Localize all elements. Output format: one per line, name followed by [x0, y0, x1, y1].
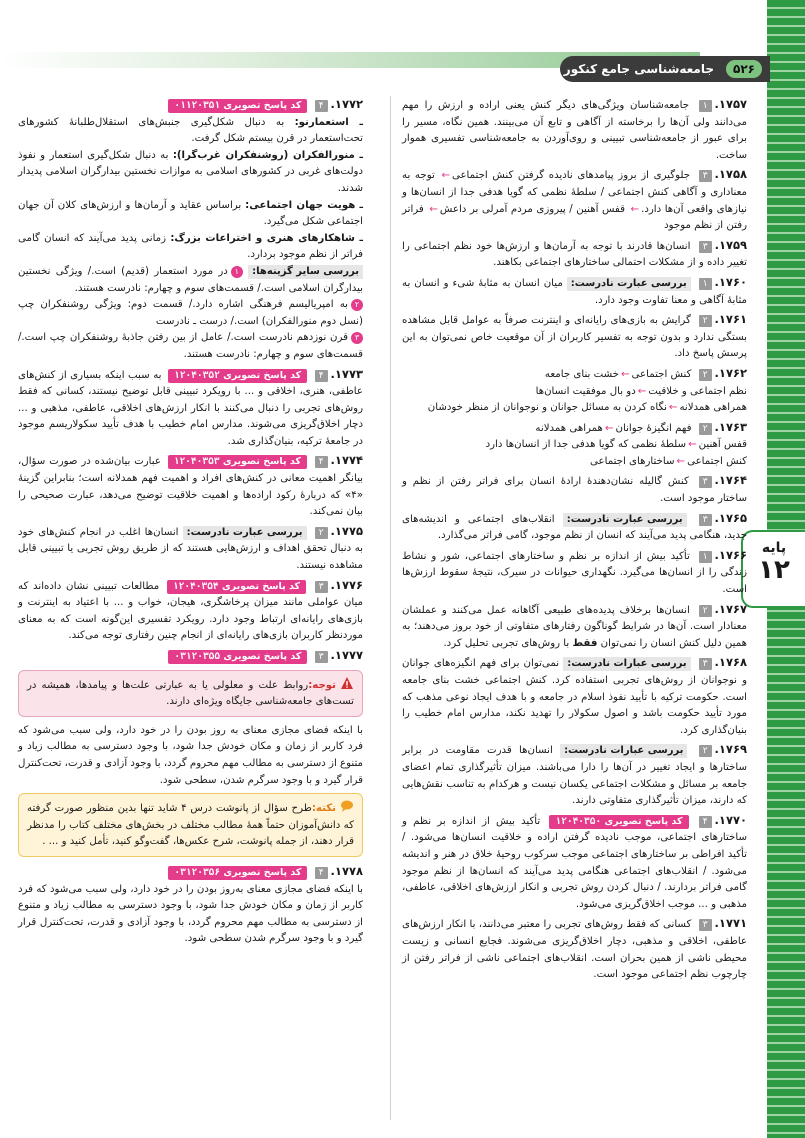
warning-icon — [340, 676, 354, 690]
visual-answer-code-button[interactable] — [168, 369, 307, 383]
answer-text: عبارت بیان‌شده در صورت سؤال، بیانگر اهمیت معانی در کنش‌های افراد و اهمیت فهم همدلانه است؛ بنابراین گزینهٔ «۴» که دربارهٔ رکود اراده‌ها و اهمیت خلاقیت توضیح می‌دهد، عبارت صحیحی را بیان نمی‌کند. — [18, 456, 363, 518]
grade-label: پایه — [761, 540, 787, 556]
visual-answer-code-button[interactable] — [168, 866, 307, 880]
level-badge: ۳ — [699, 476, 712, 488]
question-number: ۱۷۵۹. — [714, 237, 748, 252]
answer-1759 — [402, 237, 747, 272]
answer-1777 — [18, 647, 363, 666]
question-number: ۱۷۶۷. — [714, 601, 747, 616]
visual-answer-code-button[interactable] — [168, 99, 307, 113]
definition-term: ـ شاهکارهای هنری و اختراعات بزرگ: — [170, 232, 363, 244]
answer-code: ۰۱۱۲۰۳۵۱ — [174, 100, 221, 111]
question-number: ۱۷۵۷. — [714, 97, 747, 111]
definition-term: ـ استعمارنو: — [294, 116, 363, 128]
question-number: ۱۷۷۱. — [714, 916, 747, 931]
answer-text: سلطهٔ نظمی که گویا هدفی جدا از انسان‌ها دارد — [485, 439, 687, 451]
answer-text: میان انسان به مثابهٔ شیء و انسان به مثابهٔ آگاهی و معنا تفاوت وجود دارد. — [402, 277, 747, 306]
review-tag: بررسی سایر گزینه‌ها: — [248, 265, 363, 279]
answer-text: انسان‌ها قدرت مقاومت در برابر ساختارها و ایجاد تغییر در آن‌ها را دارا می‌باشند. میزان تأثیرگذاری تمام اعضای جامعه بر مسائل و مشکلات اجتماعی یکسان نیست و هرکدام به تناسب نقش‌هایی که دارند، میزان تأثیرگذاری متفاوتی دارند. — [402, 745, 747, 807]
option-3-badge: ۳ — [351, 332, 363, 344]
question-number: ۱۷۶۴. — [714, 473, 747, 488]
review-tag: بررسی عبارات نادرست: — [560, 744, 687, 758]
question-number: ۱۷۶۱. — [714, 312, 747, 327]
arrow-icon: ← — [620, 368, 630, 380]
visual-answer-code-button[interactable] — [549, 815, 688, 829]
grade-number: ۱۲ — [758, 555, 790, 585]
level-badge: ۲ — [699, 423, 712, 435]
question-number: ۱۷۷۷. — [330, 648, 363, 662]
answer-text: انقلاب‌های اجتماعی و اندیشه‌های جدید، هنگامی پدید می‌آیند که انسان از نظم موجود، گامی فراتر می‌گذارد. — [402, 513, 747, 542]
question-number: ۱۷۷۲. — [330, 97, 363, 111]
answer-code: ۰۳۱۲۰۳۵۶ — [174, 866, 221, 878]
level-badge: ۴ — [315, 867, 328, 879]
answer-code: ۱۲۰۴۰۳۵۴ — [172, 580, 219, 592]
answer-text: انسان‌ها اغلب در انجام کنش‌های خود به دنبال تحقق اهداف و ارزش‌هایی هستند که از طریق روش تجربی یا تبیینی قابل مشاهده نیستند. — [18, 526, 363, 572]
level-badge: ۱ — [699, 551, 712, 563]
answer-text: نمی‌توان برای فهم انگیزه‌های جوانان و نوجوانان از روش‌های تجربی استفاده کرد. کنش اجتماعی خشت بنای جامعه است. حکومت ترکیه با تأیید نفوذ اسلام در جامعه و با هدف ایجاد نوعی مذهب که مورد تأیید حکومت باشد و اصول سکولار را تهدید نکند، مدارس امام خطیب را بنیان‌گذاری کرد. — [402, 658, 747, 736]
answer-text: با اینکه فضای مجازی معنای به‌روز بودن را در خود دارد، ولی سبب می‌شود که فرد کاربر از زمان و مکان خودش جدا شود، با وجود دسترسی به مطالب زیاد و متنوع از دسترسی به مطالب مهم محروم گردد، با وجود آزادی و قدرت، تحت‌کنترل قرار گیرد و با وجود سرگرم شدن سطحی شود. — [18, 883, 363, 945]
answer-text: خشت بنای جامعه — [544, 368, 619, 380]
pill-label: کد پاسخ تصویری — [223, 866, 302, 878]
note-box — [18, 793, 363, 857]
emphasis-text: فقط — [572, 637, 598, 649]
option-2-badge: ۲ — [351, 299, 363, 311]
answer-text: قفس آهنین — [698, 439, 747, 451]
pill-label: کد پاسخ تصویری — [223, 369, 302, 381]
attention-text: روابط علت و معلولی یا به عبارتی علت‌ها و پیامدها، همیشه در تست‌های جامعه‌شناسی جایگاه ویژه‌ای دارند. — [27, 679, 354, 708]
option-1-badge: ۱ — [231, 266, 243, 278]
definition-text: به دنبال شکل‌گیری استعمار و نفوذ دولت‌های غربی در کشورهای اسلامی به موازات نخستین بیدارگران اسلامی پدیدار شدند. — [18, 149, 363, 194]
answer-1760 — [402, 274, 747, 309]
answer-1778 — [18, 863, 363, 948]
visual-answer-code-button[interactable] — [168, 650, 307, 664]
answer-text: کنش گالیله نشان‌دهندهٔ ارادهٔ انسان برای فراتر رفتن از نظم و ساختار موجود است. — [402, 476, 747, 505]
answer-1777-body: با اینکه فضای مجازی معنای به روز بودن را در خود دارد، ولی سبب می‌شود که فرد کاربر از زمان و مکان خودش جدا شود، با وجود دسترسی به مطالب زیاد و متنوع از دسترسی به مطالب مهم محروم گردد، با وجود آزادی و قدرت، تحت‌کنترل قرار گیرد و با وجود سرگرم شدن، سطحی شود. — [18, 724, 363, 786]
answer-text: جلوگیری از بروز پیامدهای نادیده گرفتن کنش اجتماعی — [451, 170, 691, 182]
level-badge: ۲ — [699, 605, 712, 617]
answer-1769 — [402, 741, 747, 809]
review-tag: بررسی عبارات نادرست: — [563, 657, 690, 671]
arrow-icon: ← — [604, 422, 614, 434]
answer-text: کنش اجتماعی — [687, 455, 747, 467]
answer-text: همراهی همدلانه — [679, 402, 747, 414]
answer-text: فهم انگیزهٔ جوانان — [615, 422, 692, 434]
visual-answer-code-button[interactable] — [168, 455, 307, 469]
question-number: ۱۷۵۸. — [714, 167, 747, 182]
definition-text: براساس عقاید و آرمان‌ها و ارزش‌های کلان آن جهان اجتماعی شکل می‌گیرد. — [18, 199, 363, 228]
level-badge: ۱ — [699, 278, 712, 290]
answer-text: به سبب اینکه بسیاری از کنش‌های عاطفی، هنری، اخلاقی و ... با رویکرد تبیینی قابل توضیح نیستند، کسانی که فقط روش‌های تجربی را دنبال می‌کنند با انکار ارزش‌های اخلاقی، عاطفی، مذهبی و ... دچار اخلاق‌گریزی می‌شوند. مدارس امام خطیب با هدف تأیید سکولاریسم موجود در جامعهٔ ترکیه، بنیان‌گذاری شد. — [18, 369, 363, 447]
arrow-icon: ← — [637, 385, 647, 397]
level-badge: ۳ — [315, 581, 328, 593]
review-tag: بررسی عبارت نادرست: — [563, 513, 687, 527]
pill-label: کد پاسخ تصویری — [223, 100, 302, 111]
answer-text: کنش اجتماعی — [631, 368, 692, 380]
note-label: نکته: — [311, 803, 337, 815]
review-tag: بررسی عبارت نادرست: — [183, 526, 307, 540]
answer-1758 — [402, 166, 747, 234]
page-header — [560, 56, 770, 82]
answer-text: گرایش به بازی‌های رایانه‌ای و اینترنت صرفاً به عوامل قابل مشاهده بستگی ندارد و بدون توجه به تفسیر کاربران از آن موقعیت خاص نمی‌توان به این پرسش پاسخ داد. — [402, 315, 747, 360]
left-column — [18, 96, 363, 950]
question-number: ۱۷۷۳. — [330, 366, 363, 381]
answer-1765 — [402, 510, 747, 545]
answer-code: ۱۲۰۴۰۳۵۲ — [174, 369, 220, 381]
level-badge: ۳ — [315, 651, 328, 663]
answer-1773 — [18, 366, 363, 451]
arrow-icon: ← — [630, 203, 640, 215]
answer-1772 — [18, 96, 363, 364]
grade-tab — [741, 530, 805, 608]
question-number: ۱۷۷۸. — [330, 863, 363, 878]
answer-1764 — [402, 472, 747, 507]
answer-1762 — [402, 365, 747, 417]
column-divider — [390, 96, 391, 1120]
question-number: ۱۷۷۵. — [330, 523, 363, 538]
question-number: ۱۷۶۸. — [714, 655, 747, 670]
definition-term: ـ هویت جهان اجتماعی: — [245, 199, 363, 211]
level-badge: ۳ — [699, 170, 712, 182]
answer-text: جامعه‌شناسان ویژگی‌های دیگر کنش یعنی اراده و ارزش را مهم می‌دانند ولی آن‌ها را برخاسته از آگاهی و تابع آن می‌بینند. همین نگاه، مسیر را برای عبور از جامعه‌شناسی تبیینی و روی‌آوردن به جامعه‌شناسی تفسیری هموار ساخت. — [402, 100, 747, 161]
answer-1757 — [402, 96, 747, 164]
level-badge: ۳ — [699, 241, 712, 253]
answer-text: انسان‌ها برخلاف پدیده‌های طبیعی آگاهانه عمل می‌کنند و عملشان معنادار است. آن‌ها در شرایط گوناگون رفتارهای متفاوتی از خود بروز می‌دهند؛ به همین دلیل کنش انسان را نمی‌توان — [402, 604, 747, 649]
answer-text: مطالعات تبیینی نشان داده‌اند که میان عواملی مانند میزان پرخاشگری، هیجان، خواب و ... با اعتیاد به اینترنت و بازی‌های رایانه‌ای ارتباط وجود دارد. رویکرد تفسیری این‌گونه است که به معنای موردنظر کاربران بازی‌های رایانه‌ای از انجام چنین رفتاری توجه می‌کند. — [18, 580, 363, 642]
definition-text: به دنبال شکل‌گیری جنبش‌های استقلال‌طلبانهٔ کشورهای تحت‌استعمار در قرن بیستم شکل گرفت. — [18, 116, 363, 145]
arrow-icon: ← — [441, 170, 450, 182]
note-text: طرح سؤال از پانوشت درس ۴ شاید تنها بدین منظور صورت گرفته که دانش‌آموزان حتماً همهٔ مطالب مختلف در بخش‌های مختلف کتاب را مدنظر قرار دهند، از جمله پانوشت، شرح عکس‌ها، گفت‌وگو کنید، تأمل کنید و ... . — [27, 803, 354, 848]
answer-code: ۱۲۰۴۰۳۵۳ — [173, 456, 220, 468]
attention-label: توجه: — [308, 679, 336, 691]
level-badge: ۳ — [699, 514, 712, 526]
question-number: ۱۷۷۶. — [330, 577, 363, 592]
pill-label: کد پاسخ تصویری — [223, 651, 302, 662]
visual-answer-code-button[interactable] — [167, 580, 306, 594]
pill-label: کد پاسخ تصویری — [604, 815, 683, 827]
answer-1770 — [402, 812, 747, 914]
review-text: قرن نوزدهم نادرست است./ عامل از بین رفتن جاذبهٔ روشنفکران چپ است./ قسمت‌های سوم و چهارم: نادرست هستند. — [18, 332, 363, 360]
answer-text: انسان‌ها قادرند با توجه به آرمان‌ها و ارزش‌ها خود نظم اجتماعی را تغییر داده و از مشکلات احتمالی ساختارهای اجتماعی بکاهند. — [402, 240, 747, 269]
answer-1767 — [402, 601, 747, 653]
answer-1763 — [402, 419, 747, 471]
level-badge: ۲ — [699, 369, 712, 381]
question-number: ۱۷۶۹. — [714, 742, 747, 757]
question-number: ۱۷۷۰. — [714, 812, 747, 827]
answer-text: توجه به معناداری و آگاهی کنش اجتماعی / سلطهٔ نظمی که گویا هدفی جدا از انسان‌ها و نیازهای واقعی آن‌ها دارد. — [402, 170, 747, 215]
answer-text: نظم اجتماعی و خلاقیت — [648, 385, 747, 397]
level-badge: ۲ — [699, 315, 712, 327]
arrow-icon: ← — [688, 439, 697, 451]
answer-text: همراهی همدلانه — [535, 422, 603, 434]
definition-term: ـ منورالفکران (روشنفکران غرب‌گرا): — [172, 149, 363, 161]
level-badge: ۲ — [699, 745, 712, 757]
answer-text: نگاه کردن به مسائل جوانان و نوجوانان از منظر خودشان — [427, 402, 667, 414]
arrow-icon: ← — [676, 455, 686, 467]
question-number: ۱۷۶۲. — [714, 365, 747, 380]
answer-text: تأکید بیش از اندازه بر نظم و ساختارهای اجتماعی، شور و نشاط زندگی را از انسان‌ها می‌گیرد. نگهداری حیوانات در سیرک، نتیجهٔ سقوط ارزش‌ها است. — [402, 550, 747, 596]
question-number: ۱۷۶۰. — [714, 274, 747, 289]
book-title: جامعه‌شناسی جامع کنکور — [563, 62, 715, 76]
answer-text: کسانی که فقط روش‌های تجربی را معتبر می‌دانند، با انکار ارزش‌های عاطفی، اخلاقی و مذهبی، دچار اخلاق‌گریزی می‌شوند. فجایع انسانی و زیست محیطی ناشی از همین بحران است. انقلاب‌های اجتماعی ناشی از فراتر رفتن از چارچوب نظم اجتماعی موجود است. — [402, 919, 747, 981]
question-number: ۱۷۷۴. — [330, 453, 363, 468]
level-badge: ۴ — [315, 100, 328, 112]
answer-1768 — [402, 654, 747, 739]
answer-1774 — [18, 452, 363, 520]
answer-text: ساختارهای اجتماعی — [590, 455, 675, 467]
level-badge: ۳ — [699, 658, 712, 670]
pill-label: کد پاسخ تصویری — [222, 456, 301, 468]
speech-bubble-icon — [340, 799, 354, 813]
answer-1766 — [402, 547, 747, 599]
answer-1776 — [18, 577, 363, 645]
answer-text: دو بال موفقیت انسان‌ها — [535, 385, 636, 397]
answer-text: تأکید بیش از اندازه بر نظم و ساختارهای اجتماعی، موجب نادیده گرفتن اراده و خلاقیت انسان‌ها می‌شود. / تأکید افراطی بر ساختارهای اجتماعی موجب سرکوب روحیهٔ خلاق در هنر و اندیشه می‌شود. / انقلاب‌های اجتماعی هنگامی پدید می‌آیند که انسان‌ها از نظم موجود گامی فراتر بردارند. / دنبال کردن روش تجربی و انکار ارزش‌های اخلاقی، عاطفی، مذهبی و ... موجب اخلاق‌گریزی می‌شود. — [402, 815, 747, 910]
definition-text: زمانی پدید می‌آیند که انسان گامی فراتر از نظم موجود بردارد. — [18, 232, 363, 261]
answer-code: ۰۳۱۲۰۳۵۵ — [174, 651, 221, 662]
question-number: ۱۷۶۵. — [714, 510, 747, 525]
pill-label: کد پاسخ تصویری — [221, 580, 300, 592]
level-badge: ۳ — [699, 919, 712, 931]
answer-1775 — [18, 523, 363, 575]
review-text: در مورد استعمار (قدیم) است./ ویژگی نخستین بیدارگران اسلامی است./ قسمت‌های سوم و چهارم: نادرست هستند. — [18, 265, 363, 294]
attention-box — [18, 670, 363, 717]
page-number: ۵۲۶ — [726, 60, 762, 78]
question-number: ۱۷۶۶. — [714, 547, 747, 562]
question-number: ۱۷۶۳. — [714, 419, 747, 434]
review-text: به امپریالیسم فرهنگی اشاره دارد./ قسمت دوم: ویژگی روشنفکران چپ (نسل دوم منورالفکران) است./ درست ـ نادرست — [18, 299, 363, 327]
right-column — [402, 96, 747, 986]
arrow-icon: ← — [429, 203, 438, 215]
level-badge: ۴ — [315, 456, 328, 468]
answer-text: فراتر رفتن از نظم موجود — [402, 203, 747, 232]
answer-text: با روش‌های تجربی تحلیل کرد. — [443, 637, 570, 649]
answer-1761 — [402, 311, 747, 363]
level-badge: ۴ — [699, 816, 712, 828]
answer-text: قفس آهنین / پیروزی مردم آمرلی بر داعش — [439, 203, 625, 215]
review-tag: بررسی عبارت نادرست: — [567, 277, 691, 291]
arrow-icon: ← — [668, 402, 678, 414]
level-badge: ۱ — [699, 100, 712, 112]
level-badge: ۲ — [315, 527, 328, 539]
level-badge: ۴ — [315, 370, 328, 382]
answer-code: ۱۲۰۴۰۳۵۰ — [555, 815, 602, 827]
answer-1771 — [402, 915, 747, 983]
